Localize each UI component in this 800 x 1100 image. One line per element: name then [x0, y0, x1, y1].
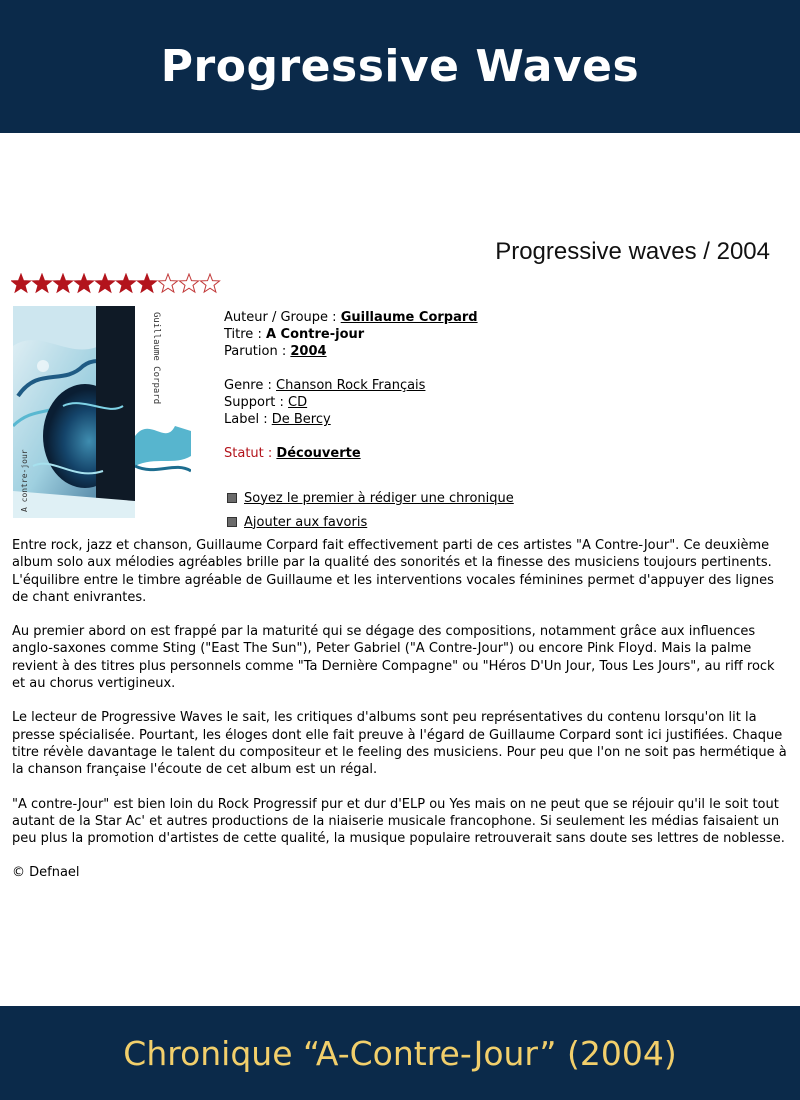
- review-signature: © Defnael: [12, 865, 80, 881]
- star-filled-icon: [11, 274, 30, 292]
- album-cover-art: [13, 306, 135, 518]
- cover-artist-text: Guillaume Corpard: [151, 312, 161, 405]
- star-empty-icon: [200, 274, 219, 292]
- write-review-link[interactable]: Soyez le premier à rédiger une chronique: [244, 490, 514, 506]
- status-link[interactable]: Découverte: [276, 446, 361, 461]
- label-link[interactable]: De Bercy: [271, 412, 331, 427]
- page-title: Progressive waves / 2004: [495, 238, 770, 265]
- album-title: A Contre-jour: [265, 327, 365, 342]
- top-banner: [0, 0, 800, 133]
- write-review-action[interactable]: [227, 486, 514, 510]
- square-bullet-icon: [227, 517, 237, 527]
- banner-caption: Chronique “A-Contre-Jour” (2004): [123, 1033, 677, 1073]
- genre-link[interactable]: Chanson Rock Français: [276, 378, 426, 393]
- banner-title: Progressive Waves: [160, 41, 640, 92]
- album-cover[interactable]: [13, 306, 135, 518]
- star-filled-icon: [116, 274, 135, 292]
- star-filled-icon: [53, 274, 72, 292]
- star-filled-icon: [74, 274, 93, 292]
- review-paragraph: Entre rock, jazz et chanson, Guillaume Corpard fait effectivement parti de ces artistes "A Contre-Jour". Ce deuxième album solo aux mélodies agréables brille par la qualité des sonorités et la finesse des musiciens toujours pertinents. L'équilibre entre le timbre agréable de Guillaume et les interventions vocales féminines permet d'appuyer des lignes de chant enivrantes.: [12, 538, 774, 605]
- star-filled-icon: [137, 274, 156, 292]
- review-paragraph: "A contre-Jour" est bien loin du Rock Progressif pur et dur d'ELP ou Yes mais on ne peut que se réjouir qu'il le soit tout autant de la Star Ac' et autres productions de la niaiserie musicale francophone. Si seulement les médias faisaient un peu plus la promotion d'artistes de cette qualité, la musique populaire retrouverait sans doute ses lettres de noblesse.: [12, 796, 785, 847]
- album-cover-side: [135, 306, 191, 518]
- review-paragraph: Au premier abord on est frappé par la maturité qui se dégage des compositions, notamment grâce aux influences anglo-saxones comme Sting ("East The Sun"), Peter Gabriel ("A Contre-Jour") ou encore Pink Floyd. Mais la palme revient à des titres plus personnels comme "Ta Dernière Compagne" ou "Héros D'Un Jour, Tous Les Jours", au riff rock et au chorus vertigineux.: [12, 624, 775, 692]
- star-empty-icon: [158, 274, 177, 292]
- support-link[interactable]: CD: [288, 395, 308, 410]
- album-metadata: Auteur / Groupe : Guillaume Corpard Titre : A Contre-jour Parution : 2004 Genre : Chanson Rock Français Support : CD Label : De Bercy Statut : Découverte: [224, 310, 478, 461]
- star-filled-icon: [32, 274, 51, 292]
- add-favorite-action[interactable]: [227, 510, 514, 534]
- review-paragraph: Le lecteur de Progressive Waves le sait, les critiques d'albums sont peu représentatives du contenu lorsqu'on lit la presse spécialisée. Pourtant, les éloges dont elle fait preuve à l'égard de Guillaume Corpard sont ici justifiées. Chaque titre révèle davantage le talent du compositeur et le feeling des musiciens. Pour peu que l'on ne soit pas hermétique à la chanson française l'écoute de cet album est un régal.: [12, 710, 787, 778]
- year-link[interactable]: 2004: [290, 344, 327, 359]
- bottom-banner: [0, 1006, 800, 1100]
- square-bullet-icon: [227, 493, 237, 503]
- star-filled-icon: [95, 274, 114, 292]
- artist-link[interactable]: Guillaume Corpard: [340, 310, 478, 325]
- review-body: [12, 537, 790, 899]
- rating-stars: [11, 273, 221, 295]
- album-actions: [227, 486, 514, 534]
- star-empty-icon: [179, 274, 198, 292]
- cover-title-text: A contre-jour: [20, 449, 29, 512]
- add-favorite-link[interactable]: Ajouter aux favoris: [244, 514, 368, 530]
